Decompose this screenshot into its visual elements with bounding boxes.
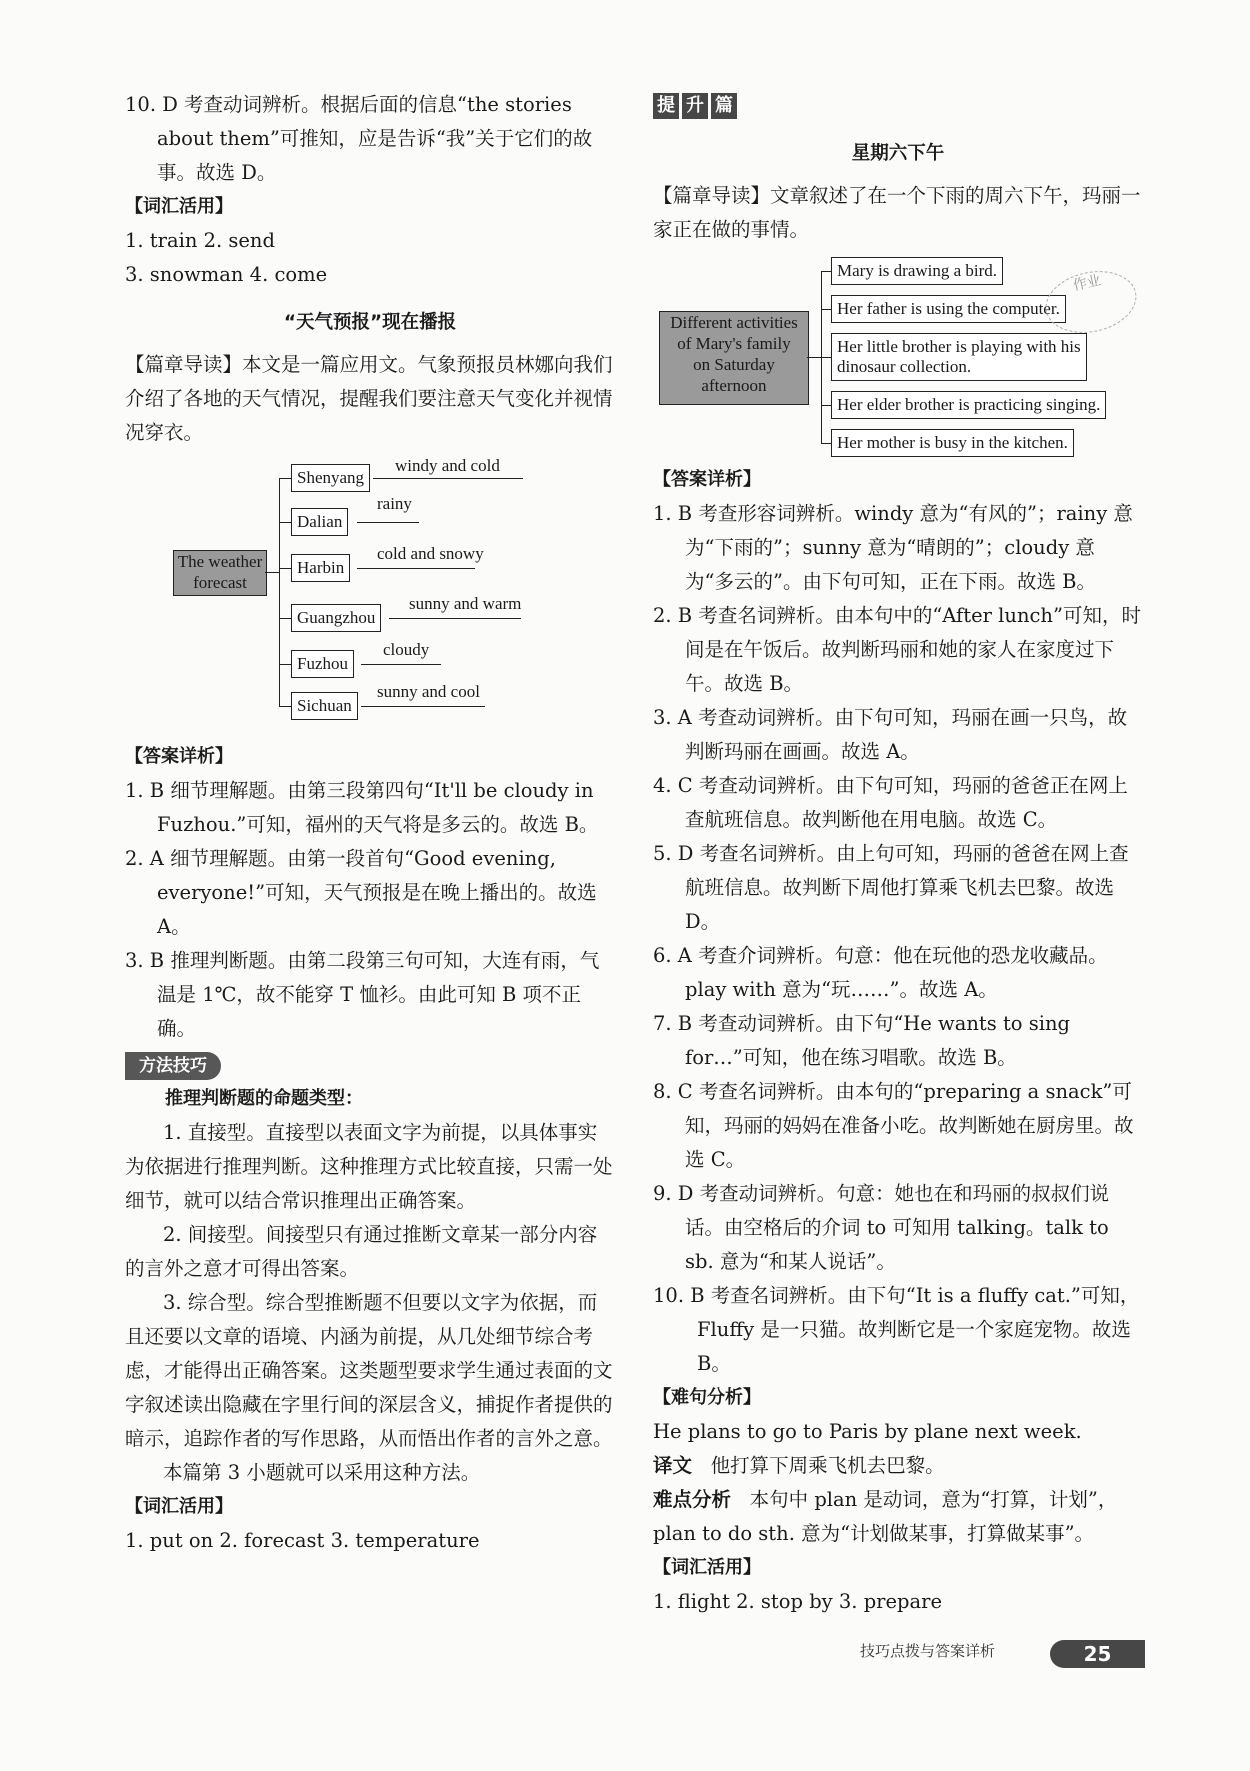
footer-text: 技巧点拨与答案详析 — [860, 1642, 996, 1660]
q10-first-line: 10. D 考查动词辨析。根据后面的信息“the stories — [125, 93, 572, 116]
weather-label: sunny and warm — [409, 594, 522, 613]
city-box: Sichuan — [291, 692, 358, 720]
article-title: 星期六下午 — [851, 143, 945, 164]
weather-label: cloudy — [383, 640, 430, 659]
section-level-badge: 提 升 篇 — [653, 93, 737, 119]
answer-item: 3. A 考查动词辨析。由下句可知，玛丽在画一只鸟，故判断玛丽在画画。故选 A。 — [653, 706, 1128, 763]
method-tips-badge: 方法技巧 — [125, 1052, 221, 1080]
answer-item: 6. A 考查介词辨析。句意：他在玩他的恐龙收藏品。play with 意为“玩……”。故选 A。 — [653, 944, 1108, 1001]
answer-item: 3. B 推理判断题。由第二段第三句可知，大连有雨，气温是 1℃，故不能穿 T 恤衫。由此可知 B 项不正确。 — [125, 949, 600, 1040]
weather-label: windy and cold — [395, 456, 500, 475]
diagram-root: Different activities of Mary's family on Saturday afternoon — [659, 311, 809, 405]
activity-box: Her little brother is playing with his dinosaur collection. — [831, 333, 1087, 381]
city-box: Dalian — [291, 508, 348, 536]
hard-sentence: He plans to go to Paris by plane next week. — [653, 1420, 1082, 1443]
activity-box: Her mother is busy in the kitchen. — [831, 429, 1074, 457]
method-paragraph: 3. 综合型。综合型推断题不但要以文字为依据，而且还要以文章的语境、内涵为前提，从几处细节综合考虑，才能得出正确答案。这类题型要求学生通过表面的文字叙述读出隐藏在字里行间的深层含义，捕捉作者提供的暗示，追踪作者的写作思路，从而悟出作者的言外之意。 — [125, 1291, 613, 1450]
vocab-line: 1. put on 2. forecast 3. temperature — [125, 1529, 480, 1552]
page-number: 25 — [1050, 1640, 1145, 1668]
difficulty-line: 难点分析 本句中 plan 是动词，意为“打算，计划”，plan to do sth. 意为“计划做某事，打算做某事”。 — [653, 1483, 1143, 1551]
activity-box: Mary is drawing a bird. — [831, 257, 1003, 285]
answer-item: 2. B 考查名词辨析。由本句中的“After lunch”可知，时间是在午饭后。故判断玛丽和她的家人在家度过下午。故选 B。 — [653, 604, 1141, 695]
city-box: Guangzhou — [291, 604, 381, 632]
homework-stamp: 作业 — [1040, 263, 1142, 341]
method-paragraph: 1. 直接型。直接型以表面文字为前提，以具体事实为依据进行推理判断。这种推理方式比较直接，只需一处细节，就可以结合常识推理出正确答案。 — [125, 1121, 613, 1212]
answers-heading: 【答案详析】 — [125, 746, 233, 767]
answer-item: 10. B 考查名词辨析。由下句“It is a fluffy cat.”可知，Fluffy 是一只猫。故判断它是一个家庭宠物。故选 B。 — [653, 1284, 1140, 1375]
difficulty-label: 难点分析 — [653, 1488, 732, 1511]
diagram-root: The weather forecast — [173, 550, 267, 596]
city-box: Shenyang — [291, 464, 370, 492]
article-title: “天气预报”现在播报 — [283, 312, 457, 333]
vocab-heading: 【词汇活用】 — [125, 1496, 233, 1517]
translation-label: 译文 — [653, 1454, 693, 1477]
answer-item: 8. C 考查名词辨析。由本句的“preparing a snack”可知，玛丽的妈妈在准备小吃。故判断她在厨房里。故选 C。 — [653, 1080, 1134, 1171]
weather-diagram — [125, 450, 615, 740]
answer-item: 4. C 考查动词辨析。由下句可知，玛丽的爸爸正在网上查航班信息。故判断他在用电脑。故选 C。 — [653, 774, 1128, 831]
method-title: 推理判断题的命题类型： — [165, 1088, 363, 1109]
vocab-line: 1. flight 2. stop by 3. prepare — [653, 1590, 943, 1613]
weather-label: sunny and cool — [377, 682, 480, 701]
answer-item: 2. A 细节理解题。由第一段首句“Good evening, everyone!”可知，天气预报是在晚上播出的。故选 A。 — [125, 847, 597, 938]
activity-box: Her elder brother is practicing singing. — [831, 391, 1106, 419]
answer-item: 1. B 考查形容词辨析。windy 意为“有风的”；rainy 意为“下雨的”；sunny 意为“晴朗的”；cloudy 意为“多云的”。由下句可知，正在下雨。故选 B。 — [653, 502, 1133, 593]
q10-rest: about them”可推知，应是告诉“我”关于它们的故事。故选 D。 — [157, 127, 593, 184]
answers-heading: 【答案详析】 — [653, 469, 761, 490]
translation-line: 译文 他打算下周乘飞机去巴黎。 — [653, 1449, 1143, 1483]
answer-item: 1. B 细节理解题。由第三段第四句“It'll be cloudy in Fuzhou.”可知，福州的天气将是多云的。故选 B。 — [125, 779, 599, 836]
left-column — [125, 88, 615, 1558]
vocab-heading: 【词汇活用】 — [125, 196, 233, 217]
vocab-heading: 【词汇活用】 — [653, 1557, 761, 1578]
answer-item: 5. D 考查名词辨析。由上句可知，玛丽的爸爸在网上查航班信息。故判断下周他打算乘飞机去巴黎。故选 D。 — [653, 842, 1129, 933]
activity-box: Her father is using the computer. — [831, 295, 1066, 323]
chapter-guide: 【篇章导读】本文是一篇应用文。气象预报员林娜向我们介绍了各地的天气情况，提醒我们要注意天气变化并视情况穿衣。 — [125, 353, 613, 444]
answer-item: 9. D 考查动词辨析。句意：她也在和玛丽的叔叔们说话。由空格后的介词 to 可知用 talking。talk to sb. 意为“和某人说话”。 — [653, 1182, 1110, 1273]
hard-sentence-heading: 【难句分析】 — [653, 1387, 761, 1408]
city-box: Fuzhou — [291, 650, 354, 678]
weather-label: cold and snowy — [377, 544, 484, 563]
method-paragraph: 2. 间接型。间接型只有通过推断文章某一部分内容的言外之意才可得出答案。 — [125, 1223, 598, 1280]
chapter-guide: 【篇章导读】文章叙述了在一个下雨的周六下午，玛丽一家正在做的事情。 — [653, 184, 1141, 241]
weather-label: rainy — [377, 494, 412, 513]
city-box: Harbin — [291, 554, 350, 582]
vocab-line: 1. train 2. send — [125, 229, 275, 252]
vocab-line: 3. snowman 4. come — [125, 263, 328, 286]
method-paragraph: 本篇第 3 小题就可以采用这种方法。 — [163, 1461, 481, 1484]
answer-item: 7. B 考查动词辨析。由下句“He wants to sing for…”可知，他在练习唱歌。故选 B。 — [653, 1012, 1071, 1069]
